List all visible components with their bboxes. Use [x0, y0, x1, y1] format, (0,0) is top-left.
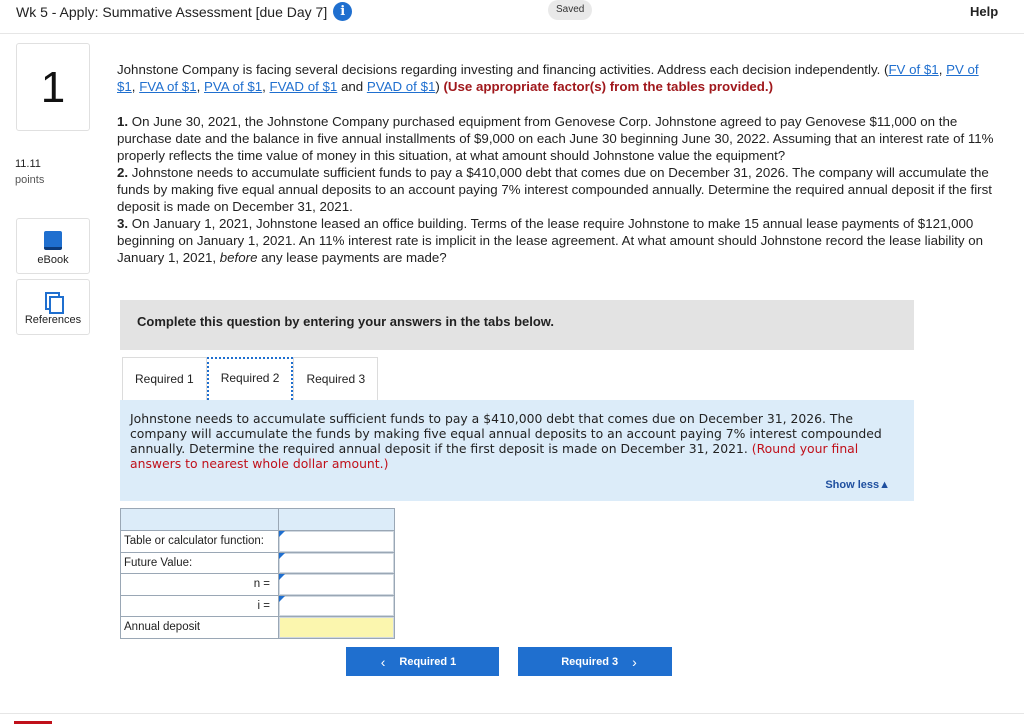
item-3	[117, 215, 997, 266]
item-1-number: 1.	[117, 114, 129, 129]
prev-required-1-button[interactable]	[346, 647, 499, 676]
link-pvad-of-1[interactable]: PVAD of $1	[366, 79, 436, 94]
chevron-left-icon: ‹	[380, 653, 386, 670]
future-value-input[interactable]	[279, 553, 394, 574]
link-fv-of-1[interactable]: FV of $1	[888, 62, 939, 77]
required-2-text: Johnstone needs to accumulate sufficient funds to pay a $410,000 debt that comes due on December 31, 2026. The company will accumulate the funds by making five equal annual deposits to an account paying 7% interest compounded annually. Determine the required annual deposit if the first deposit is made on December 31, 2021.	[130, 411, 882, 456]
next-required-3-button[interactable]	[518, 647, 672, 676]
table-row	[121, 595, 395, 617]
top-bar	[0, 0, 1024, 34]
required-2-panel	[120, 400, 914, 501]
next-button-label: Required 3	[561, 655, 619, 668]
n-input[interactable]	[279, 574, 394, 595]
tab-required-1[interactable]: Required 1	[122, 357, 207, 400]
assignment-title-text: Wk 5 - Apply: Summative Assessment [due Day 7]	[16, 3, 328, 20]
table-row	[121, 552, 395, 574]
instruction-bar: Complete this question by entering your answers in the tabs below.	[120, 300, 914, 350]
function-input-cell	[279, 531, 395, 553]
separator: ,	[938, 62, 947, 77]
tab-required-3[interactable]: Required 3	[293, 357, 378, 400]
item-3-emphasis: before	[219, 250, 258, 265]
references-button[interactable]	[16, 279, 90, 335]
item-2	[117, 164, 997, 215]
answer-table	[120, 508, 395, 639]
chevron-right-icon: ›	[632, 653, 637, 670]
future-value-input-cell	[279, 552, 395, 574]
question-content	[117, 61, 997, 266]
row-label-future-value: Future Value:	[121, 552, 279, 574]
factor-note: (Use appropriate factor(s) from the tables provided.)	[443, 79, 774, 94]
table-row	[121, 574, 395, 596]
and-text: and	[337, 79, 367, 94]
dropdown-marker-icon	[279, 574, 285, 580]
references-label: References	[24, 314, 82, 326]
points-value: 11.11	[15, 158, 41, 170]
row-label-i: i =	[121, 595, 279, 617]
row-label-function: Table or calculator function:	[121, 531, 279, 553]
link-pva-of-1[interactable]: PVA of $1	[204, 79, 263, 94]
required-tabs	[122, 357, 378, 400]
table-row	[121, 617, 395, 639]
question-number: 1	[16, 43, 90, 131]
copy-icon	[45, 292, 61, 310]
table-row	[121, 531, 395, 553]
item-2-text: Johnstone needs to accumulate sufficient funds to pay a $410,000 debt that comes due on December 31, 2026. The company will accumulate the funds by making five equal annual deposits to an account paying 7% interest compounded annually. Determine the required annual deposit if the first deposit is made on December 31, 2021.	[117, 165, 992, 214]
table-header-row	[121, 509, 395, 531]
item-1-text: On June 30, 2021, the Johnstone Company purchased equipment from Genovese Corp. Johnstone agreed to pay Genovese $11,000 on the purchase date and the balance in five annual installments of $9,000 on each June 30 beginning June 30, 2022. Assuming that an interest rate of 11% properly reflects the time value of money in this situation, at what amount should Johnstone value the equipment?	[117, 114, 994, 163]
ebook-button[interactable]	[16, 218, 90, 274]
row-label-n: n =	[121, 574, 279, 596]
saved-status-badge: Saved	[548, 0, 592, 20]
separator: ,	[131, 79, 140, 94]
intro-text: Johnstone Company is facing several decisions regarding investing and financing activities. Address each decision independently. (	[117, 62, 889, 77]
round-note: (Round your final answers to nearest whole dollar amount.)	[130, 441, 859, 471]
question-items	[117, 113, 997, 266]
close-paren: )	[435, 79, 444, 94]
header-cell	[121, 509, 279, 531]
annual-deposit-input-cell	[279, 617, 395, 639]
help-button[interactable]: Help	[970, 4, 999, 19]
show-less-link[interactable]: Show less▲	[825, 479, 890, 491]
i-input[interactable]	[279, 596, 394, 617]
points-label: points	[15, 174, 45, 186]
separator: ,	[262, 79, 270, 94]
dropdown-marker-icon	[279, 531, 285, 537]
separator: ,	[196, 79, 204, 94]
bottom-divider	[0, 713, 1024, 714]
dropdown-marker-icon	[279, 553, 285, 559]
book-icon	[44, 231, 62, 250]
header-cell	[279, 509, 395, 531]
link-fvad-of-1[interactable]: FVAD of $1	[269, 79, 338, 94]
question-intro	[117, 61, 997, 95]
function-input[interactable]	[279, 531, 394, 552]
link-pv-of-1[interactable]: PV of $1	[117, 62, 979, 94]
item-3-text: On January 1, 2021, Johnstone leased an office building. Terms of the lease require Johnstone to make 15 annual lease payments of $121,000 beginning on January 1, 2021. An 11% interest rate is implicit in the lease agreement. At what amount should Johnstone record the lease liability on January 1, 2021,	[117, 216, 984, 265]
item-1	[117, 113, 997, 164]
item-2-number: 2.	[117, 165, 129, 180]
assignment-title	[16, 2, 352, 21]
prev-button-label: Required 1	[399, 655, 457, 668]
row-label-annual-deposit: Annual deposit	[121, 617, 279, 639]
item-3-text-end: any lease payments are made?	[257, 250, 447, 265]
item-3-number: 3.	[117, 216, 129, 231]
i-input-cell	[279, 595, 395, 617]
link-fva-of-1[interactable]: FVA of $1	[139, 79, 197, 94]
n-input-cell	[279, 574, 395, 596]
info-icon[interactable]: i	[333, 2, 352, 21]
annual-deposit-input[interactable]	[279, 617, 394, 638]
ebook-label: eBook	[37, 254, 69, 266]
dropdown-marker-icon	[279, 596, 285, 602]
tab-required-2[interactable]: Required 2	[207, 357, 294, 400]
